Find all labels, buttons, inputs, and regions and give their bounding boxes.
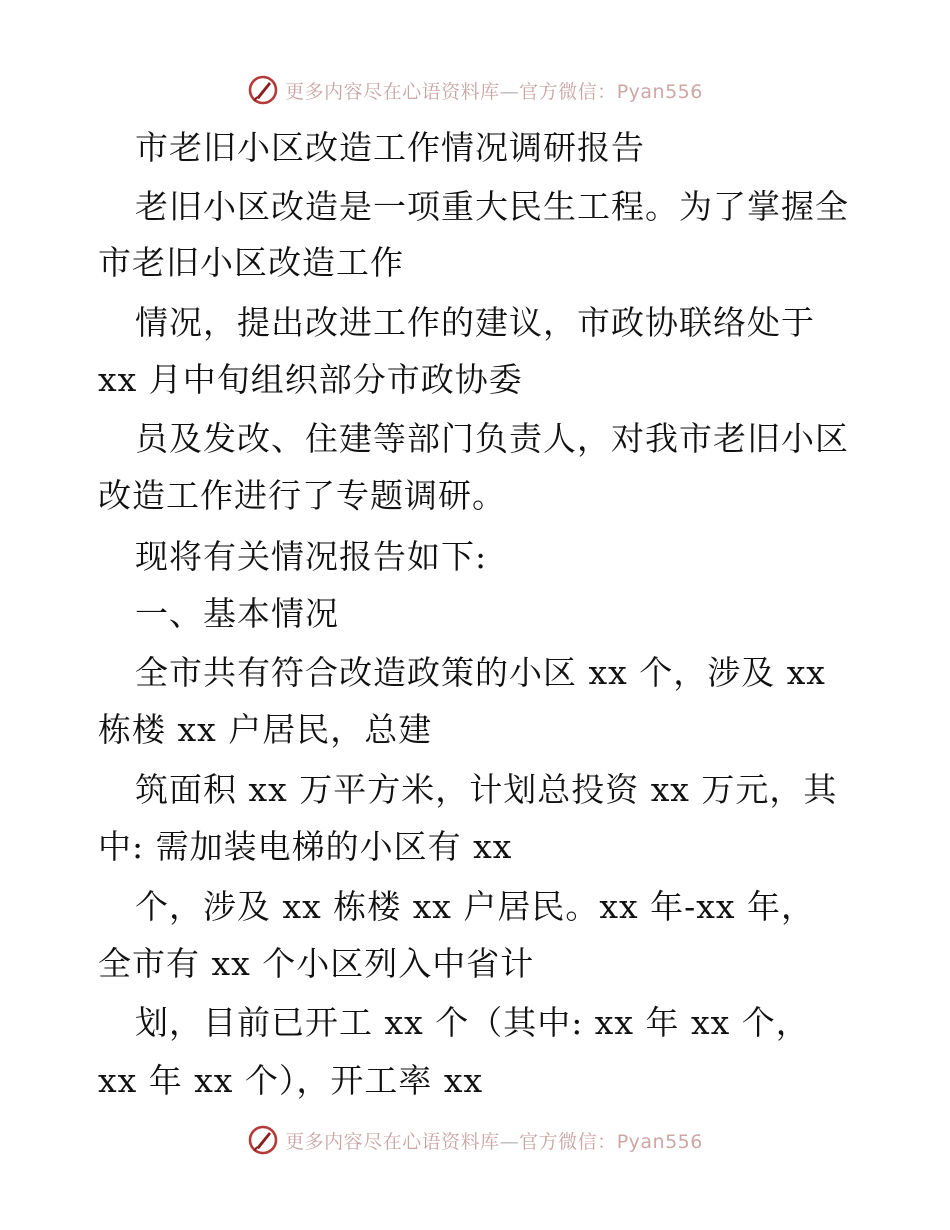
watermark-dash: —: [499, 1130, 520, 1153]
paragraph-line: 员及发改、住建等部门负责人，对我市老旧小区: [135, 419, 849, 458]
watermark-footer: [0, 1120, 950, 1160]
paragraph-line: 全市共有符合改造政策的小区 xx 个，涉及 xx: [135, 653, 826, 692]
section-heading: 一、基本情况: [135, 594, 339, 633]
paragraph-line: 个，涉及 xx 栋楼 xx 户居民。xx 年-xx 年，: [135, 887, 815, 926]
paragraph-line: 中: 需加装电梯的小区有 xx: [98, 827, 513, 866]
paragraph-line: 改造工作进行了专题调研。: [98, 476, 506, 515]
paragraph-line: 市老旧小区改造工作: [98, 243, 404, 282]
document-title: 市老旧小区改造工作情况调研报告: [135, 128, 645, 167]
watermark-id: Pyan556: [616, 1130, 703, 1153]
quill-circle-logo-icon: [247, 74, 279, 106]
paragraph-line: 情况，提出改进工作的建议，市政协联络处于: [135, 303, 815, 342]
watermark-header: [0, 70, 950, 110]
watermark-id: Pyan556: [616, 80, 703, 103]
paragraph-line: 老旧小区改造是一项重大民生工程。为了掌握全: [135, 187, 849, 226]
watermark-label: 官方微信：: [519, 80, 617, 103]
paragraph-line: xx 年 xx 个），开工率 xx: [98, 1061, 484, 1100]
quill-circle-logo-icon: [247, 1124, 279, 1156]
watermark-main-text: 更多内容尽在心语资料库: [285, 80, 500, 103]
watermark-dash: —: [499, 80, 520, 103]
paragraph-line: 现将有关情况报告如下:: [135, 537, 488, 576]
paragraph-line: 划，目前已开工 xx 个（其中: xx 年 xx 个，: [135, 1003, 810, 1042]
watermark-main-text: 更多内容尽在心语资料库: [285, 1130, 500, 1153]
watermark-label: 官方微信：: [519, 1130, 617, 1153]
paragraph-line: 栋楼 xx 户居民，总建: [98, 710, 433, 749]
paragraph-line: 筑面积 xx 万平方米，计划总投资 xx 万元，其: [135, 770, 838, 809]
paragraph-line: 全市有 xx 个小区列入中省计: [98, 944, 535, 983]
paragraph-line: xx 月中旬组织部分市政协委: [98, 360, 523, 399]
